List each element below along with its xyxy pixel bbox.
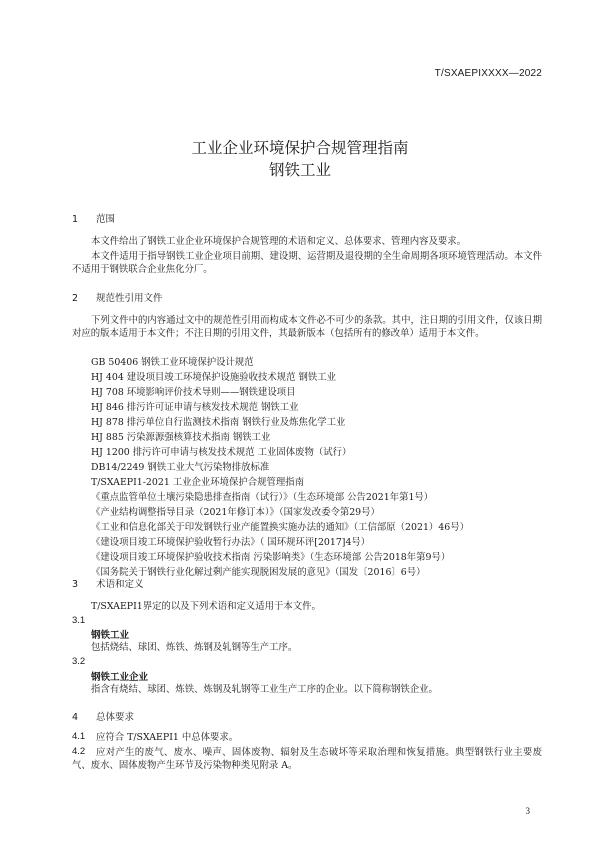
section-4-heading	[72, 709, 134, 723]
reference-item: 《工业和信息化部关于印发钢铁行业产能置换实施办法的通知》（工信部原（2021）46号）	[91, 522, 469, 533]
section-title: 规范性引用文件	[96, 293, 163, 304]
section-2-heading	[72, 290, 163, 304]
section-number: 4	[72, 712, 79, 723]
term-title: 钢铁工业	[91, 630, 130, 641]
term-definition: 指含有烧结、球团、炼铁、炼钢及轧钢等工业生产工序的企业。以下简称钢铁企业。	[91, 684, 438, 695]
section-title: 范围	[96, 214, 116, 225]
reference-item: HJ 878 排污单位自行监测技术指南 钢铁行业及炼焦化学工业	[91, 417, 346, 428]
reference-item: HJ 846 排污许可证申请与核发技术规范 钢铁工业	[91, 402, 299, 413]
page-number: 3	[525, 806, 530, 816]
term-number: 3.1	[72, 615, 86, 626]
reference-item: GB 50406 钢铁工业环境保护设计规范	[91, 357, 254, 368]
section-title: 术语和定义	[96, 579, 144, 590]
section-title: 总体要求	[96, 712, 135, 723]
section-number: 1	[72, 214, 79, 225]
reference-item: 《产业结构调整指导目录（2021年修订本）》（国家发改委令第29号）	[91, 507, 380, 518]
reference-item: 《国务院关于钢铁行业化解过剩产能实现脱困发展的意见》（国发〔2016〕6号）	[91, 567, 426, 578]
reference-item: 《建设项目竣工环境保护验收技术指南 污染影响类》（生态环境部 公告2018年第9号）	[91, 552, 451, 563]
reference-item: T/SXAEPI1-2021 工业企业环境保护合规管理指南	[91, 477, 305, 488]
reference-item: 《建设项目竣工环境保护验收暂行办法》（ 国环规环评[2017]4号）	[91, 537, 371, 548]
requirement-text: 应符合 T/SXAEPI1 中总体要求。	[96, 732, 239, 743]
references-intro: 下列文件中的内容通过文中的规范性引用而构成本文件必不可少的条款。其中，注日期的引用文件，仅该日期对应的版本适用于本文件；不注日期的引用文件，其最新版本（包括所有的修改单）适用于本文件。	[72, 315, 542, 339]
document-title: 工业企业环境保护合规管理指南	[191, 139, 409, 157]
term-definition: 包括烧结、球团、炼铁、炼钢及轧钢等生产工序。	[91, 642, 298, 653]
section-number: 2	[72, 293, 79, 304]
terms-intro: T/SXAEPI1界定的以及下列术语和定义适用于本文件。	[91, 601, 321, 612]
term-number: 3.2	[72, 656, 86, 667]
reference-item: HJ 1200 排污许可申请与核发技术规范 工业固体废物（试行）	[91, 447, 352, 458]
document-subtitle: 钢铁工业	[268, 161, 331, 179]
section-3-heading	[72, 576, 144, 590]
reference-item: HJ 404 建设项目竣工环境保护设施验收技术规范 钢铁工业	[91, 372, 337, 383]
scope-paragraph-2: 本文件适用于指导钢铁工业企业项目前期、建设期、运营期及退役期的全生命周期各项环境管理活动。本文件不适用于钢铁联合企业焦化分厂。	[72, 251, 542, 275]
requirement-number: 4.1	[72, 731, 86, 742]
section-number: 3	[72, 579, 79, 590]
section-1-heading	[72, 211, 115, 225]
requirement-number: 4.2	[72, 746, 86, 757]
document-id: T/SXAEPIXXXX—2022	[434, 68, 542, 79]
scope-paragraph-1: 本文件给出了钢铁工业企业环境保护合规管理的术语和定义、总体要求、管理内容及要求。	[91, 236, 467, 247]
reference-item: HJ 885 污染源源强核算技术指南 钢铁工业	[91, 432, 271, 443]
reference-item: 《重点监管单位土壤污染隐患排查指南（试行）》（生态环境部 公告2021年第1号）	[91, 492, 434, 503]
requirement-text: 应对产生的废气、废水、噪声、固体废物、辐射及生态破坏等采取治理和恢复措施。典型钢铁行业主要废气、废水、固体废物产生环节及污染物种类见附录 A。	[72, 747, 542, 771]
reference-item: DB14/2249 钢铁工业大气污染物排放标准	[91, 462, 270, 473]
reference-item: HJ 708 环境影响评价技术导则——钢铁建设项目	[91, 387, 296, 398]
term-title: 钢铁工业企业	[91, 672, 149, 683]
